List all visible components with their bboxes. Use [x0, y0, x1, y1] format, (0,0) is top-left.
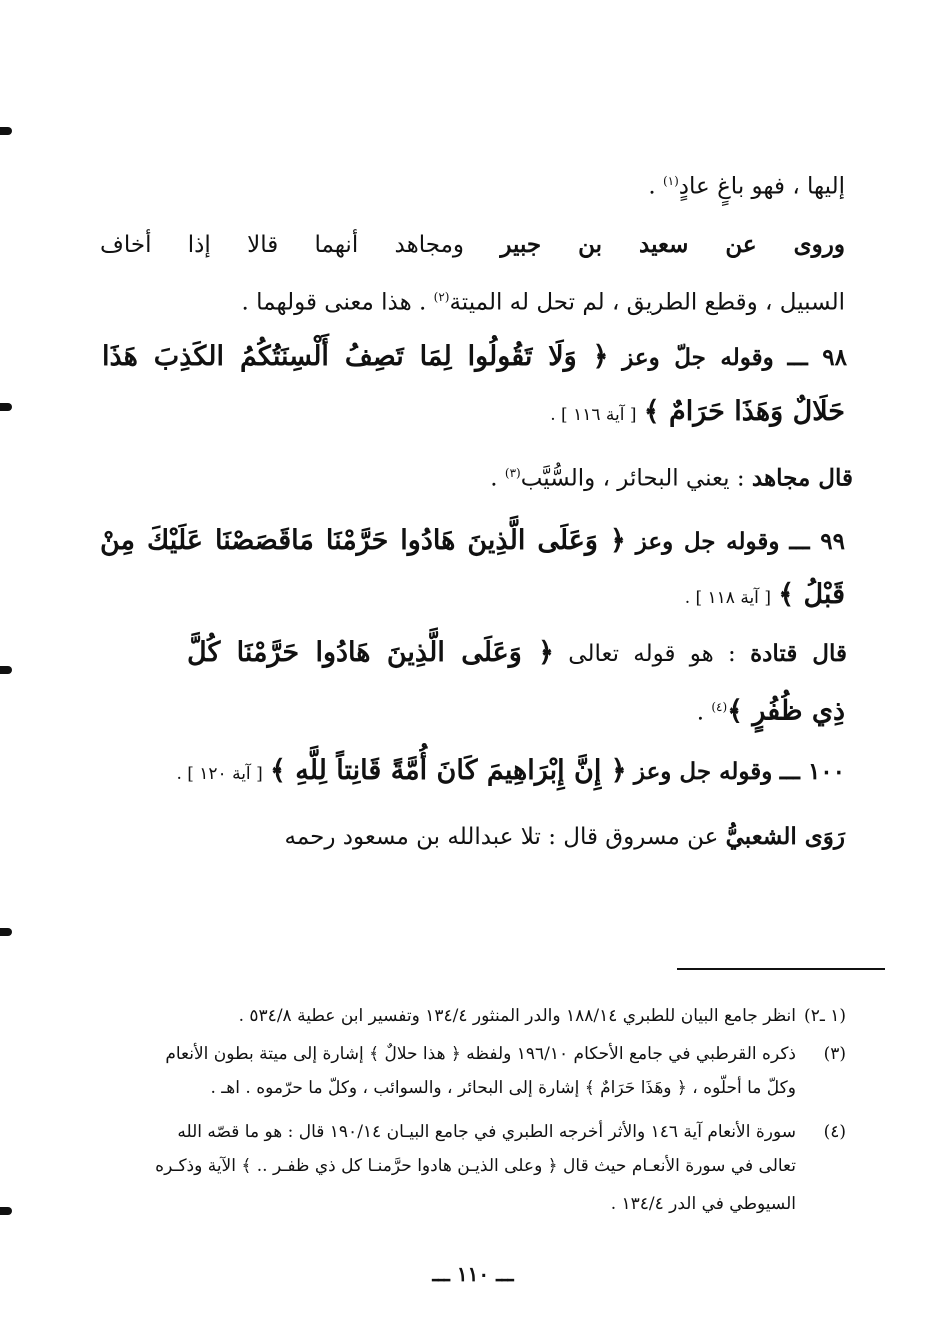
quran-quote: ذِي ظُفُرٍ ﴾ — [727, 695, 845, 727]
line-text: : هو قوله تعالى — [554, 641, 751, 667]
text-line: إليها ، فهو باغٍ عادٍ$^{(١)}$ . — [648, 173, 845, 200]
commentary-line — [100, 690, 845, 730]
quran-quote: ﴿ وَلَا تَقُولُوا لِمَا تَصِفُ أَلْسِنَتُكُمُ الكَذِبَ هَذَا — [102, 341, 609, 372]
footnote-number: (٤) — [823, 1122, 846, 1142]
footnote-text: تعالى في سورة الأنعـام حيث قال ﴿ وعلى الذيـن هادوا حرَّمنـا كل ذي ظفـر .. ﴾ الآية وذكـره — [155, 1156, 796, 1176]
footnote-number: (٣) — [823, 1044, 846, 1064]
line-text: . — [490, 465, 505, 492]
verse-number: ٩٩ ـــ — [789, 528, 845, 555]
narrator-name: رَوَى الشعبيُّ — [725, 823, 845, 850]
quran-quote: قَبْلُ ﴾ — [778, 579, 845, 610]
footnote-text: السيوطي في الدر ١٣٤/٤ . — [610, 1194, 796, 1214]
footnote — [101, 1152, 846, 1180]
footnote-ref: (٣) — [504, 466, 521, 480]
line-text: السبيل ، وقطع الطريق ، لم تحل له الميتة — [449, 289, 845, 316]
verse-99-line — [100, 578, 845, 615]
commentary-line — [187, 636, 847, 671]
footnote — [101, 1190, 846, 1218]
footnote — [101, 1002, 846, 1030]
narrator-name: قال مجاهد — [751, 464, 853, 492]
commentary-line — [253, 456, 853, 496]
narrator-name: قال قتادة — [750, 640, 848, 667]
verse-ref: [ آية ١١٨ ] . — [684, 588, 771, 608]
verse-ref: [ آية ١١٦ ] . — [550, 405, 637, 425]
quran-quote: ﴿ وَعَلَى الَّذِينَ هَادُوا حَرَّمْنَا مَاقَصَصْنَا عَلَيْكَ مِنْ — [100, 525, 626, 556]
margin-mark — [0, 1207, 12, 1215]
line-text: ومجاهد أنهما قالا إذا أخاف — [100, 232, 501, 258]
verse-99-line — [100, 524, 845, 559]
footnote-ref: (٢) — [433, 290, 450, 304]
footnote-text: انظر جامع البيان للطبري ١٨٨/١٤ والدر المنثور ١٣٤/٤ وتفسير ابن عطية ٥٣٤/٨ . — [238, 1006, 796, 1026]
margin-mark — [0, 928, 12, 936]
paragraph-line — [100, 228, 845, 262]
footnote — [101, 1040, 846, 1068]
line-text: عن مسروق قال : تلا عبدالله بن مسعود رحمه — [284, 824, 726, 850]
text-line — [100, 820, 845, 854]
page-number: ـــ ١١٠ ـــ — [432, 1262, 514, 1286]
footnote-number: (١ ـ٢) — [804, 1006, 846, 1026]
verse-98-line — [100, 395, 845, 432]
line-text: . هذا معنى قولهما . — [241, 289, 434, 316]
footnote — [101, 1118, 846, 1146]
footnote-separator — [677, 968, 885, 970]
verse-98-line — [102, 340, 847, 375]
margin-mark — [0, 666, 12, 674]
quran-quote: ﴿ إِنَّ إِبْرَاهِيمَ كَانَ أُمَّةً قَانِتاً لِلَّهِ ﴾ — [270, 755, 627, 786]
quran-quote: حَلَالٌ وَهَذَا حَرَامٌ ﴾ — [643, 396, 845, 427]
footnote-text: سورة الأنعام آية ١٤٦ والأثر أخرجه الطبري في جامع البيـان ١٩٠/١٤ قال : هو ما قصّه الله — [177, 1122, 796, 1142]
line-text: : يعني البحائر ، والسُّيَّب — [520, 465, 752, 492]
verse-ref: [ آية ١٢٠ ] . — [176, 764, 263, 784]
narrator-name: وروى عن سعيد بن جبير — [500, 231, 845, 258]
verse-number: ٩٨ ـــ — [787, 344, 847, 371]
verse-number: ١٠٠ ـــ — [779, 758, 845, 785]
footnote-text: ذكره القرطبي في جامع الأحكام ١٩٦/١٠ ولفظه ﴿ هذا حلالٌ ﴾ إشارة إلى ميتة بطون الأنعام — [165, 1044, 796, 1064]
quran-quote: ﴿ وَعَلَى الَّذِينَ هَادُوا حَرَّمْنَا كُلَّ — [187, 637, 554, 668]
verse-intro: وقوله جل وعز — [635, 528, 780, 555]
margin-mark — [0, 127, 12, 135]
line-text: . — [696, 699, 712, 726]
footnote — [101, 1074, 846, 1102]
verse-100-line — [100, 754, 845, 791]
line-text: إليها ، فهو باغٍ عادٍ — [678, 173, 845, 200]
margin-mark — [0, 403, 12, 411]
verse-intro: وقوله جلّ وعز — [622, 344, 774, 371]
footnote-ref: (١) — [662, 174, 679, 188]
verse-intro: وقوله جل وعز — [633, 758, 773, 785]
footnote-ref: (٤) — [711, 700, 728, 714]
paragraph-line — [100, 280, 845, 320]
footnote-text: وكلّ ما أحلّوه ، ﴿ وهَذَا حَرَامٌ ﴾ إشارة إلى البحائر ، والسوائب ، وكلّ ما حرّموه . اهـ . — [210, 1078, 796, 1098]
